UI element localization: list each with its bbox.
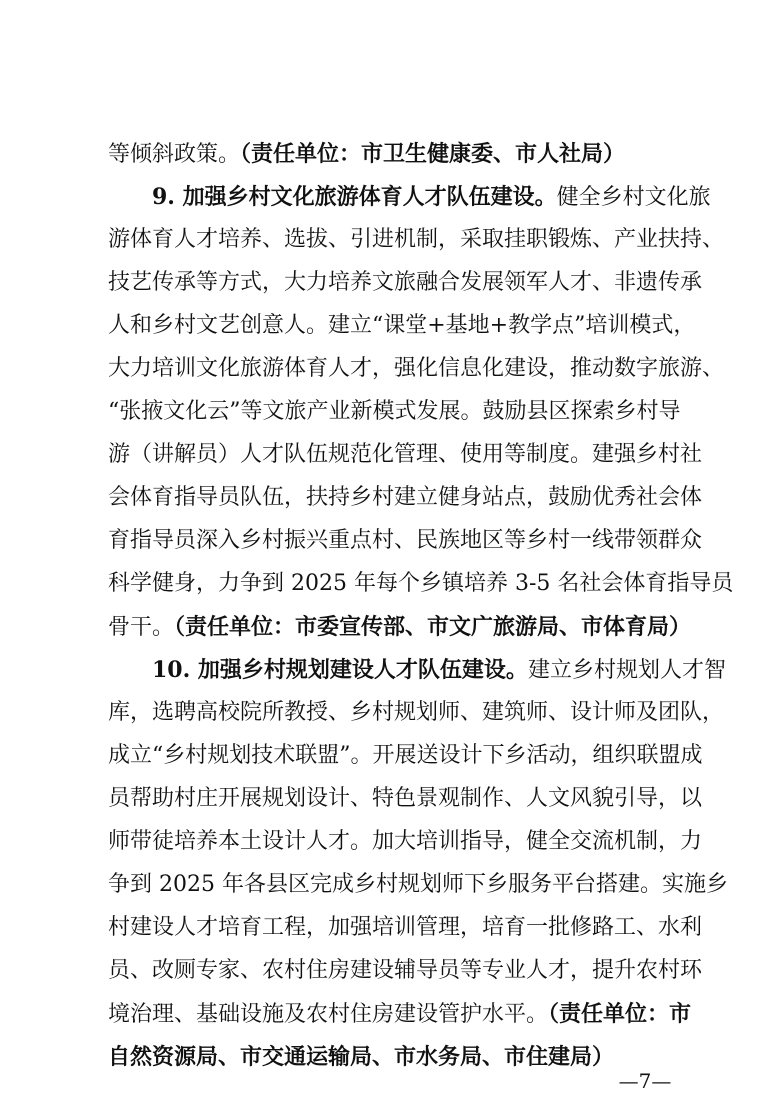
text-line-9: 会体育指导员队伍，扶持乡村建立健身站点，鼓励优秀社会体 xyxy=(108,485,703,510)
text-line-16: 员帮助村庄开展规划设计、特色景观制作、人文风貌引导，以 xyxy=(108,786,703,811)
section-9-heading-line: 9. 加强乡村文化旅游体育人才队伍建设。健全乡村文化旅 xyxy=(152,184,711,210)
text-line-11: 科学健身，力争到 2025 年每个乡镇培养 3-5 名社会体育指导员 xyxy=(108,571,734,596)
text-line-8: 游（讲解员）人才队伍规范化管理、使用等制度。建强乡村社 xyxy=(108,442,703,467)
text-line-3: 游体育人才培养、选拔、引进机制，采取挂职锻炼、产业扶持、 xyxy=(108,227,725,252)
text-line-17: 师带徒培养本土设计人才。加大培训指导，健全交流机制，力 xyxy=(108,829,703,854)
text-line-4: 技艺传承等方式，大力培养文旅融合发展领军人才、非遗传承 xyxy=(108,270,703,295)
section-10-heading-line: 10. 加强乡村规划建设人才队伍建设。建立乡村规划人才智 xyxy=(152,657,726,683)
text-line-21: 境治理、基础设施及农村住房建设管护水平。（责任单位：市 xyxy=(108,1001,692,1027)
text-line-18: 争到 2025 年各县区完成乡村规划师下乡服务平台搭建。实施乡 xyxy=(108,872,728,897)
text-line-1: 等倾斜政策。（责任单位：市卫生健康委、市人社局） xyxy=(108,141,626,167)
text-line-15: 成立“乡村规划技术联盟”。开展送设计下乡活动，组织联盟成 xyxy=(108,743,703,768)
text-line-20: 员、改厕专家、农村住房建设辅导员等专业人才，提升农村环 xyxy=(108,958,703,983)
text-line-12: 骨干。（责任单位：市委宣传部、市文广旅游局、市体育局） xyxy=(108,614,692,640)
text-line-14: 库，选聘高校院所教授、乡村规划师、建筑师、设计师及团队， xyxy=(108,700,725,725)
text-line-10: 育指导员深入乡村振兴重点村、民族地区等乡村一线带领群众 xyxy=(108,528,703,553)
text-line-22: 自然资源局、市交通运输局、市水务局、市住建局） xyxy=(108,1044,615,1070)
text-line-19: 村建设人才培育工程，加强培训管理，培育一批修路工、水利 xyxy=(108,915,703,940)
page-number: —7— xyxy=(618,1069,672,1093)
text-line-5: 人和乡村文艺创意人。建立“课堂+基地+教学点”培训模式， xyxy=(108,313,696,338)
text-line-6: 大力培训文化旅游体育人才，强化信息化建设，推动数字旅游、 xyxy=(108,356,725,381)
text-line-7: “张掖文化云”等文旅产业新模式发展。鼓励县区探索乡村导 xyxy=(108,399,681,424)
